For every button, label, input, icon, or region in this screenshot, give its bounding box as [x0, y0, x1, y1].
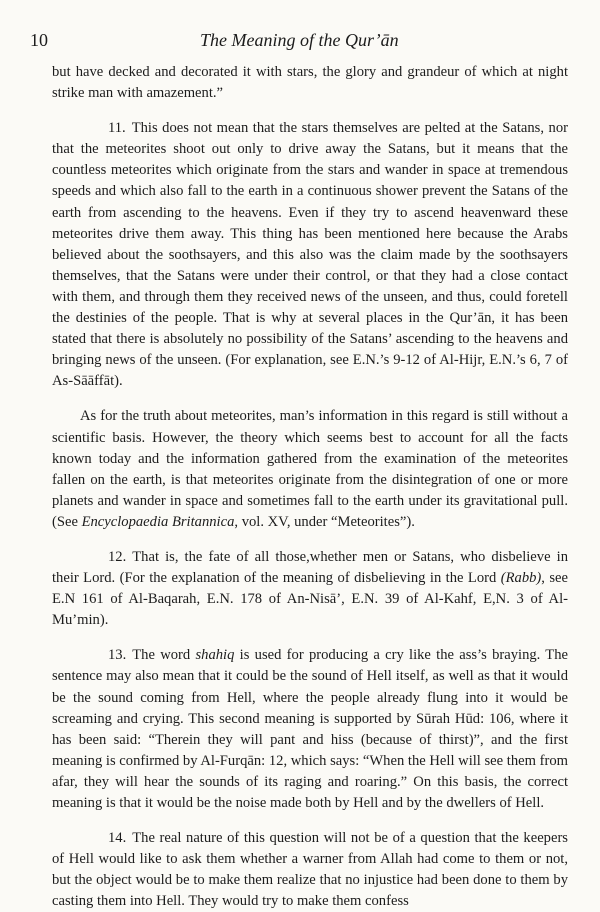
paragraph	[52, 62, 568, 104]
note-paragraph-13	[52, 645, 568, 814]
text-run: , see E.N 161 of Al-Baqarah, E.N. 178 of An-Nisā’, E.N. 39 of Al-Kahf, E,N. 3 of Al-Mu’min).	[52, 570, 568, 629]
note-number: 13.	[108, 647, 127, 664]
text-run: , vol. XV, under “Meteorites”).	[234, 513, 415, 530]
note-paragraph-14	[52, 828, 568, 912]
note-paragraph-11	[52, 118, 568, 392]
text-run: but have decked and decorated it with stars, the glory and grandeur of which at night strike man with amazement.”	[52, 64, 568, 102]
page-header	[30, 20, 560, 54]
italic-text: (Rabb)	[500, 570, 542, 587]
text-run: This does not mean that the stars themselves are pelted at the Satans, nor that the meteorites shoot out only to drive away the Satans, but it means that the countless meteorites which originate from the stars and wander in space at tremendous speeds and which also fall to the earth in a continuous shower prevent the Satans of the earth from ascending to the heavens. Even if they try to ascend heavenward these meteorites drive them away. This thing has been mentioned here because the Arabs believed about the soothsayers, and this also was the claim made by the soothsayers themselves, that the Satans were under their control, or that they had a close contact with them, and through them they received news of the unseen, and thus, could foretell the destinies of the people. That is why at several places in the Qur’ān, it has been stated that there is absolutely no possibility of the Satans’ ascending to the heavens and bringing news of the unseen. (For explanation, see E.N.’s 9-12 of Al-Hijr, E.N.’s 6, 7 of As-Sāāffāt).	[52, 120, 568, 390]
text-run: is used for producing a cry like the ass’s braying. The sentence may also mean that it could be the sound of Hell itself, as well as that it would be the sound coming from Hell, where the people already flung into it would be screaming and crying. This second meaning is supported by Sūrah Hūd: 106, where it has been said: “Therein they will pant and hiss (because of thirst)”, and the first meaning is confirmed by Al-Furqān: 12, which says: “When the Hell will see them from afar, they will hear the sounds of its raging and roaring.” On this basis, the correct meaning is that it would be the noise made both by Hell and by the dwellers of Hell.	[52, 647, 568, 811]
note-number: 12.	[108, 548, 127, 565]
running-title: The Meaning of the Qur’ān	[200, 30, 399, 50]
text-run: The real nature of this question will not be of a question that the keepers of Hell would like to ask them whether a warner from Allah had come to them or not, but the object would be to make them realize that no injustice had been done to them by casting them into Hell. They would try to make them confess	[52, 830, 568, 910]
text-run: That is, the fate of all those,whether men or Satans, who disbelieve in their Lord. (For the explanation of the meaning of disbelieving in the Lord	[52, 548, 568, 587]
page-number: 10	[30, 30, 48, 50]
paragraph	[52, 406, 568, 533]
body-text	[52, 62, 568, 912]
note-paragraph-12	[52, 547, 568, 631]
italic-text: Encyclopaedia Britannica	[81, 513, 235, 530]
note-number: 11.	[108, 120, 126, 137]
note-number: 14.	[108, 830, 127, 847]
italic-text: shahiq	[195, 647, 235, 664]
text-run: As for the truth about meteorites, man’s information in this regard is still without a scientific basis. However, the theory which seems best to account for all the facts known today and the information gathered from the examination of the meteorites fallen on the earth, is that meteorites originate from the disintegration of one or more planets and wander in space and sometimes fall to the earth under its gravitational pull. (See	[52, 408, 568, 530]
text-run: The word	[132, 647, 196, 664]
